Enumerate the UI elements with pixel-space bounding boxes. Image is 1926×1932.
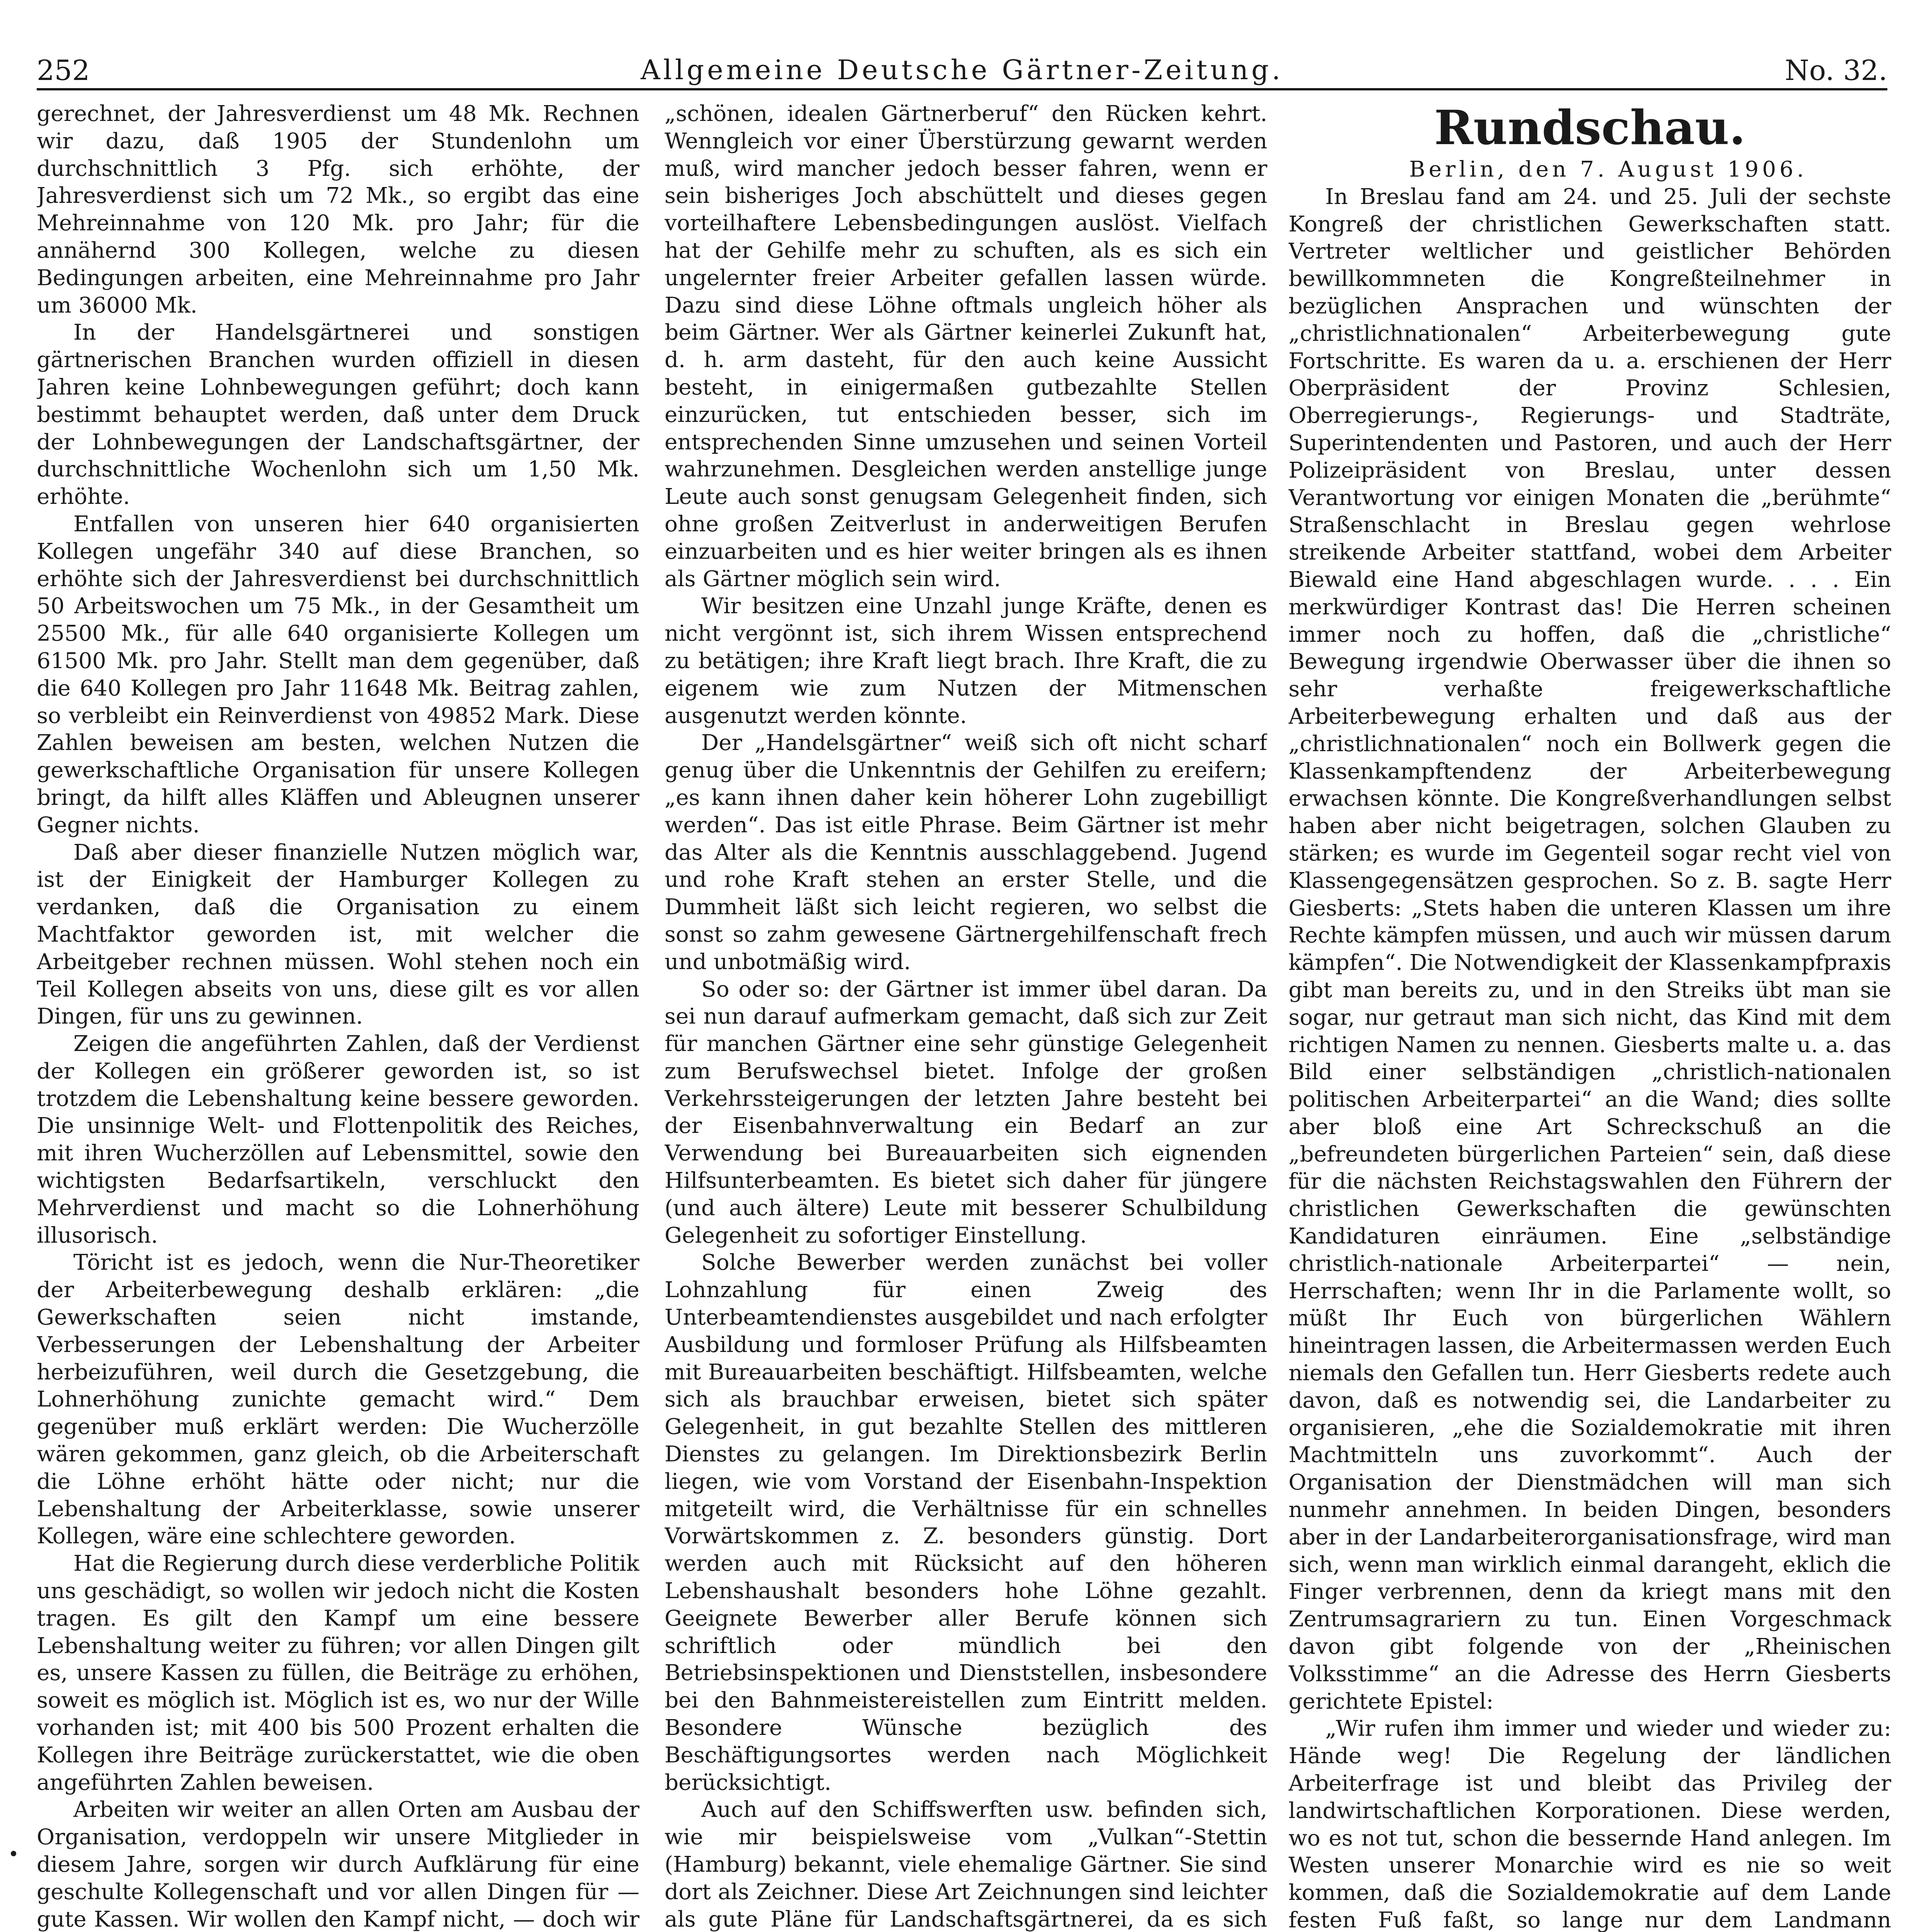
page-number: 252 xyxy=(37,54,90,87)
paragraph: So oder so: der Gärtner ist immer übel daran. Da sei nun darauf aufmerkam gemacht, daß sich zur Zeit für manchen Gärtner eine sehr günstige Gelegenheit zum Berufswechsel bietet. Infolge der großen Verkehrssteigerungen der letzten Jahre besteht bei der Eisenbahnverwaltung ein Bedarf an zur Verwendung bei Bureauarbeiten sich eignenden Hilfsunterbeamten. Es bietet sich daher für jüngere (und auch ältere) Leute mit besserer Schulbildung Gelegenheit zu sofortiger Einstellung. xyxy=(665,976,1267,1248)
paragraph: „Wir rufen ihm immer und wieder und wieder zu: Hände weg! Die Regelung der ländlichen Arbeiterfrage ist und bleibt das Privileg der landwirtschaftlichen Korporationen. Diese werden, wo es not tut, schon die bessernde Hand anlegen. Im Westen unserer Monarchie wird es nie so weit kommen, daß die Sozialdemokratie auf dem Lande festen Fuß faßt, so lange nur dem Landmann xyxy=(1289,1716,1891,1932)
margin-mark xyxy=(11,1851,16,1856)
paragraph: Töricht ist es jedoch, wenn die Nur-Theoretiker der Arbeiterbewegung deshalb erklären: „die Gewerkschaften seien nicht imstande, Verbesserungen der Lebenshaltung der Arbeiter herbeizuführen, weil durch die Gesetzgebung, die Lohnerhöhung zunichte gemacht wird.“ Dem gegenüber muß erklärt werden: Die Wucherzölle wären gekommen, ganz gleich, ob die Arbeiterschaft die Löhne erhöht hätte oder nicht; nur die Lebenshaltung der Arbeiterklasse, sowie unserer Kollegen, wäre eine schlechtere geworden. xyxy=(37,1250,639,1549)
paragraph: Solche Bewerber werden zunächst bei voller Lohnzahlung für einen Zweig des Unterbeamtendienstes ausgebildet und nach erfolgter Ausbildung und formloser Prüfung als Hilfsbeamten mit Bureauarbeiten beschäftigt. Hilfsbeamten, welche sich als brauchbar erweisen, bietet sich später Gelegenheit, in gut bezahlte Stellen des mittleren Dienstes zu gelangen. Im Direktionsbezirk Berlin liegen, wie vom Vorstand der Eisenbahn-Inspektion mitgeteilt wird, die Verhältnisse für ein schnelles Vorwärtskommen z. Z. besonders günstig. Dort werden auch mit Rücksicht auf den höheren Lebenshaushalt besonders hohe Löhne gezahlt. Geeignete Bewerber aller Berufe können sich schriftlich oder mündlich bei den Betriebsinspektionen und Dienststellen, insbesondere bei den Bahnmeistereistellen zum Eintritt melden. Besondere Wünsche bezüglich des Beschäftigungsortes werden nach Möglichkeit berücksichtigt. xyxy=(665,1250,1267,1795)
column-2 xyxy=(665,100,1267,1932)
paragraph: Der „Handelsgärtner“ weiß sich oft nicht scharf genug über die Unkenntnis der Gehilfen zu ereifern; „es kann ihnen daher kein höherer Lohn zugebilligt werden“. Das ist eitle Phrase. Beim Gärtner ist mehr das Alter als die Kenntnis ausschlaggebend. Jugend und rohe Kraft stehen an erster Stelle, und die Dummheit läßt sich leicht regieren, wo selbst die sonst so zahm gewesene Gärtnergehilfenschaft frech und unbotmäßig wird. xyxy=(665,730,1267,975)
column-3 xyxy=(1289,100,1891,1932)
paragraph: Auch auf den Schiffswerften usw. befinden sich, wie mir beispielsweise vom „Vulkan“-Stettin (Hamburg) bekannt, viele ehemalige Gärtner. Sie sind dort als Zeichner. Diese Art Zeichnungen sind leichter als gute Pläne für Landschaftsgärtnerei, da es sich xyxy=(665,1797,1267,1932)
paragraph: Wir besitzen eine Unzahl junge Kräfte, denen es nicht vergönnt ist, sich ihrem Wissen entsprechend zu betätigen; ihre Kraft liegt brach. Ihre Kraft, die zu eigenem wie zum Nutzen der Mitmenschen ausgenutzt werden könnte. xyxy=(665,594,1267,728)
column-1 xyxy=(37,100,639,1932)
paragraph: gerechnet, der Jahresverdienst um 48 Mk. Rechnen wir dazu, daß 1905 der Stundenlohn um durchschnittlich 3 Pfg. sich erhöhte, der Jahresverdienst sich um 72 Mk., so ergibt das eine Mehreinnahme von 120 Mk. pro Jahr; für die annähernd 300 Kollegen, welche zu diesen Bedingungen arbeiten, eine Mehreinnahme pro Jahr um 36000 Mk. xyxy=(37,101,639,318)
dateline: Berlin, den 7. August 1906. xyxy=(1409,157,1807,182)
paragraph: Entfallen von unseren hier 640 organisierten Kollegen ungefähr 340 auf diese Branchen, so erhöhte sich der Jahresverdienst bei durchschnittlich 50 Arbeitswochen um 75 Mk., in der Gesamtheit um 25500 Mk., für alle 640 organisierte Kollegen um 61500 Mk. pro Jahr. Stellt man dem gegenüber, daß die 640 Kollegen pro Jahr 11648 Mk. Beitrag zahlen, so verbleibt ein Reinverdienst von 49852 Mark. Diese Zahlen beweisen am besten, welchen Nutzen die gewerkschaftliche Organisation für unsere Kollegen bringt, da hilft alles Kläffen und Ableugnen unserer Gegner nichts. xyxy=(37,511,639,838)
paragraph: Daß aber dieser finanzielle Nutzen möglich war, ist der Einigkeit der Hamburger Kollegen zu verdanken, daß die Organisation zu einem Machtfaktor geworden ist, mit welcher die Arbeitgeber rechnen müssen. Wohl stehen noch ein Teil Kollegen abseits von uns, diese gilt es vor allen Dingen, für uns zu gewinnen. xyxy=(37,840,639,1029)
newspaper-title: Allgemeine Deutsche Gärtner-Zeitung. xyxy=(641,54,1283,86)
header-rule xyxy=(37,88,1887,90)
paragraph: In der Handelsgärtnerei und sonstigen gärtnerischen Branchen wurden offiziell in diesen Jahren keine Lohnbewegungen geführt; doch kann bestimmt behauptet werden, daß unter dem Druck der Lohnbewegungen der Landschaftsgärtner, der durchschnittliche Wochenlohn sich um 1,50 Mk. erhöhte. xyxy=(37,320,639,510)
paragraph: In Breslau fand am 24. und 25. Juli der sechste Kongreß der christlichen Gewerkschaften statt. Vertreter weltlicher und geistlicher Behörden bewillkommneten die Kongreßteilnehmer in bezüglichen Ansprachen und wünschten der „christlichnationalen“ Arbeiterbewegung gute Fortschritte. Es waren da u. a. erschienen der Herr Oberpräsident der Provinz Schlesien, Oberregierungs-, Regierungs- und Stadträte, Superintendenten und Pastoren, und auch der Herr Polizeipräsident von Breslau, unter dessen Verantwortung vor einigen Monaten die „berühmte“ Straßenschlacht in Breslau gegen wehrlose streikende Arbeiter stattfand, wobei dem Arbeiter Biewald eine Hand abgeschlagen wurde. . . . Ein merkwürdiger Kontrast das! Die Herren scheinen immer noch zu hoffen, daß die „christliche“ Bewegung irgendwie Oberwasser über die ihnen so sehr verhaßte freigewerkschaftliche Arbeiterbewegung erhalten und daß aus der „christlichnationalen“ noch ein Bollwerk gegen die Klassenkampftendenz der Arbeiterbewegung erwachsen könnte. Die Kongreßverhandlungen selbst haben aber nicht beigetragen, solchen Glauben zu stärken; es wurde im Gegenteil sogar recht viel von Klassengegensätzen gesprochen. So z. B. sagte Herr Giesberts: „Stets haben die unteren Klassen um ihre Rechte kämpfen müssen, und auch wir müssen darum kämpfen“. Die Notwendigkeit der Klassenkampfpraxis gibt man bereits zu, und in den Streiks übt man sie sogar, nur getraut man sich nicht, das Kind mit dem richtigen Namen zu nennen. Giesberts malte u. a. das Bild einer selbständigen „christlich-nationalen politischen Arbeiterpartei“ an die Wand; dies sollte aber bloß eine Art Schreckschuß an die „befreundeten bürgerlichen Parteien“ sein, daß diese für die nächsten Reichstagswahlen den Führern der christlichen Gewerkschaften die gewünschten Kandidaturen einräumen. Eine „selbständige christlich-nationale Arbeiterpartei“ — nein, Herrschaften; wenn Ihr in die Parlamente wollt, so müßt Ihr Euch von bürgerlichen Wählern hineintragen lassen, die Arbeitermassen werden Euch niemals den Gefallen tun. Herr Giesberts redete auch davon, daß es notwendig sei, die Landarbeiter zu organisieren, „ehe die Sozialdemokratie mit ihren Machtmitteln uns zuvorkommt“. Auch der Organisation der Dienstmädchen will man sich nunmehr annehmen. In beiden Dingen, besonders aber in der Landarbeiterorganisationsfrage, wird man sich, wenn man wirklich einmal darangeht, eklich die Finger verbrennen, denn da kriegt mans mit den Zentrumsagrariern zu tun. Einen Vorgeschmack davon gibt folgende von der „Rheinischen Volksstimme“ an die Adresse des Herrn Giesberts gerichtete Epistel: xyxy=(1289,184,1891,1714)
page-header xyxy=(37,27,1887,85)
paragraph: „schönen, idealen Gärtnerberuf“ den Rücken kehrt. Wenngleich vor einer Überstürzung gewarnt werden muß, wird mancher jedoch besser fahren, wenn er sein bisheriges Joch abschüttelt und dieses gegen vorteilhaftere Lebensbedingungen auslöst. Vielfach hat der Gehilfe mehr zu schuften, als es sich ein ungelernter freier Arbeiter gefallen lassen würde. Dazu sind diese Löhne oftmals ungleich höher als beim Gärtner. Wer als Gärtner keinerlei Zukunft hat, d. h. arm dasteht, für den auch keine Aussicht besteht, in einigermaßen gutbezahlte Stellen einzurücken, tut entschieden besser, sich im entsprechenden Sinne umzusehen und seinen Vorteil wahrzunehmen. Desgleichen werden anstellige junge Leute auch sonst genugsam Gelegenheit finden, sich ohne großen Zeitverlust in anderweitigen Berufen einzuarbeiten und es hier weiter bringen als es ihnen als Gärtner möglich sein wird. xyxy=(665,101,1267,592)
section-heading: Rundschau. xyxy=(1434,100,1746,155)
paragraph: Arbeiten wir weiter an allen Orten am Ausbau der Organisation, verdoppeln wir unsere Mitglieder in diesem Jahre, sorgen wir durch Aufklärung für eine geschulte Kollegenschaft und vor allen Dingen für — gute Kassen. Wir wollen den Kampf nicht, — doch wir xyxy=(37,1797,639,1932)
paragraph: Zeigen die angeführten Zahlen, daß der Verdienst der Kollegen ein größerer geworden ist, so ist trotzdem die Lebenshaltung keine bessere geworden. Die unsinnige Welt- und Flottenpolitik des Reiches, mit ihren Wucherzöllen auf Lebensmittel, sowie den wichtigsten Bedarfsartikeln, verschluckt den Mehrverdienst und macht so die Lohnerhöhung illusorisch. xyxy=(37,1031,639,1248)
issue-number: No. 32. xyxy=(1785,54,1887,87)
paragraph: Hat die Regierung durch diese verderbliche Politik uns geschädigt, so wollen wir jedoch nicht die Kosten tragen. Es gilt den Kampf um eine bessere Lebenshaltung weiter zu führen; vor allen Dingen gilt es, unsere Kassen zu füllen, die Beiträge zu erhöhen, soweit es möglich ist. Möglich ist es, wo nur der Wille vorhanden ist; mit 400 bis 500 Prozent erhalten die Kollegen ihre Beiträge zurückerstattet, wie die oben angeführten Zahlen beweisen. xyxy=(37,1551,639,1795)
